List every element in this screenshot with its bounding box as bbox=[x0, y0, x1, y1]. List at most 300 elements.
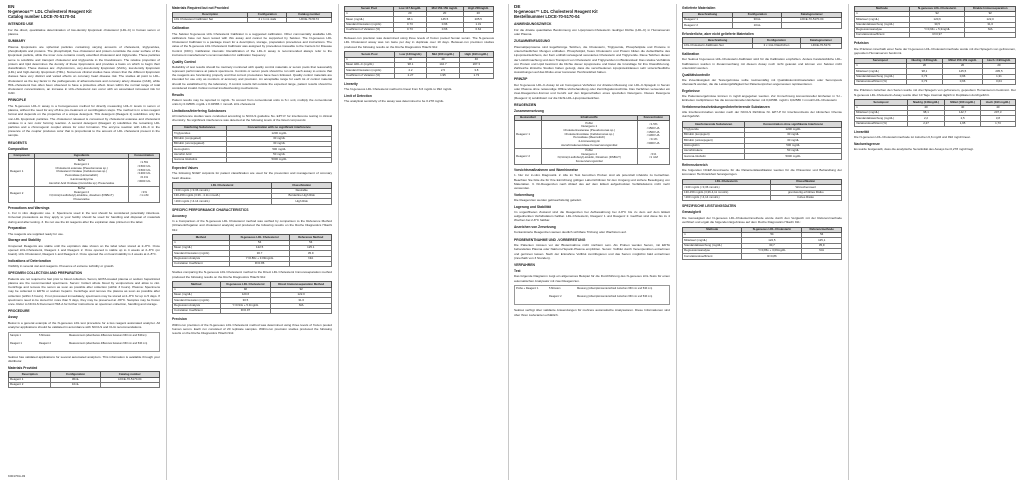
paragraph: Reliability of test results should be routinely monitored with quality control materials or serum pools that reasonably represent performance at patient specimens. Controls or serum pools should be run with each assay to ensure that the reagents are functioning properly and that correct procedures have been followed. Quality control materials are intended for use only as monitors of accuracy and precision. An acceptable range for each lot of control material should be established by the laboratory. If control results fall outside the expected range, patient results should be considered invalid. Follow normal troubleshooting mechanisms. bbox=[172, 64, 332, 90]
subsection-heading: Materials Required but not Provided bbox=[172, 6, 229, 10]
table-cell: Buffer Detergent 1 Cholesterol esterase (Pseudomonas sp.) Cholesterol Oxidase (Cellulomonas sp.) Peroxidase (Horseradish) 4-aminoantipyrine Ascorbic Acid Oxidase (Curcubita sp.) Preservative bbox=[35, 159, 129, 187]
paragraph: Die Zuverlässigkeit der Testergebnisse sollte routinemäßig mit Qualitätskontrollmaterialien oder Serumpools überwacht werden, die die Leistungsfähigkeit bei Patientenproben angemessen repräsentieren. bbox=[682, 77, 842, 87]
table-cell: 207,3 bbox=[980, 111, 1015, 116]
section-heading: PROBENENTNAHME UND -VORBEREITUNG bbox=[514, 237, 586, 242]
ldl-classification-table bbox=[682, 179, 842, 201]
table-cell: Correlation Coefficient bbox=[173, 309, 221, 314]
catalog-number: Catalog number LDCE-70-5170-04 bbox=[8, 14, 76, 20]
table-cell: 2,5 bbox=[945, 116, 981, 121]
diagram-sample-label: Probe + Reagenz 1 bbox=[516, 287, 539, 291]
table-cell: 1,95 bbox=[945, 121, 981, 126]
table-cell: 2 x 1 mL vials bbox=[248, 18, 287, 23]
subsection-heading: Referenzbereich bbox=[682, 162, 708, 167]
paragraph: Die Präzision zwischen den Serien wurde mit drei Spiegeln von gefrorenem, gepooltem Humanserum bestimmt. Der N-geneous LDL-Cholesterin-Assay wurde über 10 Tage zweimal täglich in Duplikaten durchgeführt. bbox=[854, 88, 1016, 97]
table-cell: Standardabweichung (mg/dL) bbox=[683, 243, 742, 248]
table-cell: 0.73 bbox=[394, 22, 426, 27]
table-header-cell: High (190 mg/dL) bbox=[459, 52, 493, 57]
table-header-cell: Konfiguration bbox=[753, 38, 800, 43]
table-cell: 205.5 bbox=[463, 17, 493, 22]
table-row bbox=[855, 33, 1016, 38]
table-cell: 120.6 bbox=[220, 293, 271, 298]
table-row bbox=[9, 186, 160, 202]
diagram-sample-label: Sample 1 bbox=[10, 333, 21, 337]
table-cell: 98.1 bbox=[394, 17, 426, 22]
table-header-cell: Classification bbox=[272, 183, 332, 188]
table-cell: 20 bbox=[426, 11, 463, 16]
table-header-cell: Concentration bbox=[128, 153, 159, 158]
assay-timing-diagram bbox=[514, 285, 670, 305]
diagram-reagent1-label: Reagent 1 bbox=[10, 341, 22, 345]
table-cell: High Risk bbox=[272, 199, 332, 204]
table-cell: 0,64 bbox=[982, 80, 1015, 85]
table-cell: Korrelationskoeffizient bbox=[855, 33, 910, 38]
table-header-cell: Konfiguration bbox=[733, 12, 782, 17]
paragraph: Der N-geneous LDL-C-Assay ist ein homogenes Verfahren zur direkten Messung von LDL-C-Spiegeln in Serum oder Plasma ohne notwendige Offline-Vorbehandlung oder Zentrifugationsschritte. Das Verfahren verwendet ein zwei-Reagenzien-Format und beruht auf den Eigenschaften eines speziellen Detergens. Dieses Detergens (Reagenz 1) solubilisiert nur die Nicht-LDL-Lipoproteinteilchen. bbox=[514, 83, 670, 100]
column-divider bbox=[676, 4, 677, 480]
section-heading: SPECIMEN COLLECTION AND PREPARATION bbox=[8, 271, 82, 276]
table-cell: Borderline High Risk bbox=[272, 194, 332, 199]
reagents-table bbox=[8, 153, 160, 203]
table-cell: 31,6 bbox=[965, 22, 1016, 27]
table-cell: n bbox=[173, 240, 230, 245]
table-cell bbox=[271, 309, 332, 314]
table-cell: Gamma-Globulin bbox=[683, 154, 745, 159]
paragraph: Die Patienten müssen vor der Blutentnahme nicht nüchtern sein. Als Proben werden Serum, mit EDTA behandeltes Plasma oder Natrium-Heparin-Plasma empfohlen. Serum: Vollblut durch Venenpunktion entnehmen und gerinnen lassen. Nach der Entnahme Vollblut zentrifugieren und das Serum möglichst bald entnehmen (innerhalb von 3 Stunden). bbox=[514, 243, 670, 260]
table-row bbox=[855, 121, 1016, 126]
table-header-cell: Reference Method bbox=[290, 235, 332, 240]
table-cell: 1200 mg/dL bbox=[227, 131, 332, 136]
table-header-cell: Serumpool bbox=[855, 100, 908, 105]
table-cell: Ascorbinsäure bbox=[683, 148, 745, 153]
subsection-heading: Vorbereitung bbox=[514, 192, 535, 197]
table-cell: 500 mg/dL bbox=[745, 143, 842, 148]
table-header-cell: Methode bbox=[683, 227, 742, 232]
table-row bbox=[9, 383, 160, 388]
table-cell: 0,66 bbox=[943, 80, 983, 85]
table-header-cell: Inhaltsstoffe bbox=[541, 115, 637, 120]
section-heading: PRINCIPLE bbox=[8, 98, 27, 103]
table-header-cell: Method bbox=[173, 235, 230, 240]
subsection-heading: Kalibration bbox=[682, 52, 700, 57]
within-run-precision-table bbox=[854, 58, 1016, 86]
table-cell: Correlation Coefficient bbox=[173, 262, 230, 267]
table-cell: Regressionsanalyse bbox=[683, 248, 742, 253]
accuracy-table bbox=[682, 227, 842, 260]
table-cell: 5000 mg/dL bbox=[745, 154, 842, 159]
table-cell: Mean (mg/dL) bbox=[345, 17, 394, 22]
interference-table bbox=[172, 125, 332, 163]
table-cell: Bilirubin (konjugiert) bbox=[683, 133, 745, 138]
table-cell: 30.5 bbox=[220, 298, 271, 303]
table-row bbox=[683, 154, 842, 159]
subsection-heading: Nachweisgrenze bbox=[854, 142, 880, 147]
table-cell: N/A bbox=[802, 248, 842, 253]
materials-table bbox=[8, 371, 160, 388]
subsection-heading: Accuracy bbox=[172, 213, 187, 218]
column-de-1 bbox=[514, 4, 670, 480]
table-cell: 92 bbox=[271, 287, 332, 292]
column-en-1 bbox=[8, 4, 160, 480]
assay-timing-diagram bbox=[8, 332, 160, 352]
section-heading: ZUSAMMENFASSUNG bbox=[514, 39, 550, 44]
section-heading: REAGENZIEN bbox=[514, 102, 537, 107]
paragraph: Between-run precision was determined using three levels of frozen pooled human serum. The N-geneous LDL Cholesterol assay was run twice per day in duplicate over 10 days. Between-run precision studies produced the following results on the Roche Diagnostics Hitachi 911: bbox=[344, 36, 494, 49]
paragraph: All interference studies were conducted according to NCCLS guideline No. EP7-P. for interference testing in clinical chemistry. No significant interference was detected at the following levels of the listed compounds: bbox=[172, 113, 332, 123]
table-cell: Mittelwert (mg/dL) bbox=[855, 17, 910, 22]
subsection-heading: Results bbox=[172, 92, 184, 97]
table-cell: 0,73 bbox=[906, 74, 943, 79]
table-cell: Y=0.94x + 5.3mg/dL bbox=[220, 303, 271, 308]
table-header-cell: Mid 150-159 mg/dL bbox=[426, 6, 463, 11]
accuracy-table bbox=[172, 234, 332, 267]
section-heading: ANWENDUNGSZWECK bbox=[514, 22, 552, 27]
table-cell: 40 bbox=[907, 105, 945, 110]
paragraph: The reagents are supplied ready for use. bbox=[8, 231, 64, 236]
table-cell: 1,31 bbox=[982, 74, 1015, 79]
table-cell: 205,5 bbox=[982, 69, 1015, 74]
paragraph: For the direct, quantitative determination of low-density lipoprotein cholesterol (LDL-C) in human serum or plasma. bbox=[8, 28, 160, 37]
subsection-heading: Erforderliche, aber nicht gelieferte Materialien bbox=[682, 31, 754, 36]
column-divider bbox=[338, 4, 339, 480]
diagram-measure-label: Measurement (absorbance difference between 660 nm and 546nm) bbox=[69, 333, 147, 337]
section-heading: REAGENTS bbox=[8, 140, 27, 145]
direct-comparison-table bbox=[854, 6, 1016, 39]
paragraph: Plasmalipoproteine sind kugelförmige Teilchen, die Cholesterin, Triglyceride, Phospholipide und Proteine in unterschiedlichen Mengen enthalten. Phospholipid, freies Cholesterin und Protein bilden die Außenfläche des Lipoproteinteilchens, der Kern enthält vorwiegend verestertes Cholesterin und Triglyceride. Diese Teilchen dienen der Löslichmachung und dem Transport von Cholesterin und Triglyceriden im Blutkreislauf. Das relative Verhältnis von Protein und Lipid bestimmt die Dichte dieser Lipoproteine und bietet die Grundlage für ihre Klassifizierung. Zahlreiche klinische Studien haben gezeigt, dass die verschiedenen Lipoproteinklassen sehr unterschiedliche Auswirkungen auf das Risiko einer koronaren Herzkrankheit haben. bbox=[514, 45, 670, 75]
table-cell: R=0,97 bbox=[909, 33, 964, 38]
table-cell: Standard Deviation (mg/dL) bbox=[173, 251, 230, 256]
table-cell: 2.5 bbox=[427, 68, 459, 73]
subsection-heading: Linearity bbox=[344, 82, 358, 87]
table-cell: Reagent 2 bbox=[9, 383, 51, 388]
table-cell: Standard Deviation (mg/dL) bbox=[345, 68, 395, 73]
table-cell: 122.0 bbox=[271, 293, 332, 298]
table-cell: 30 mg/dL bbox=[745, 133, 842, 138]
materials-required-table bbox=[172, 12, 332, 24]
table-row bbox=[855, 80, 1016, 85]
table-cell: 2.27 bbox=[394, 73, 426, 78]
paragraph: Das folgende Diagramm zeigt ein allgemeines Beispiel für die Durchführung des N-geneous LDL-Tests für einen automatischen Analysator mit zwei Reagenzien. bbox=[514, 274, 670, 283]
table-header-cell: LDL-Cholesterin bbox=[683, 179, 771, 184]
table-header-cell: Configuration bbox=[248, 12, 287, 17]
table-cell: Reagenz 1 bbox=[683, 18, 733, 23]
table-cell: 1200 mg/dL bbox=[745, 127, 842, 132]
subsection-heading: Quality Control bbox=[172, 59, 196, 64]
subsection-heading: Indications of Deterioration bbox=[8, 258, 51, 263]
table-cell: LDL Cholesterol Calibrator Set bbox=[173, 18, 248, 23]
section-heading: SPEZIFISCHE LEISTUNGSDATEN bbox=[682, 204, 737, 209]
table-cell bbox=[100, 383, 159, 388]
paragraph: Sekisui verfügt über validierte Anwendungen für mehrere automatische Analysatoren. Diese Informationen sind über Ihren Lieferanten erhältlich. bbox=[514, 308, 670, 317]
subsection-heading: Lagerung und Stabilität bbox=[514, 204, 551, 209]
table-header-cell: Catalog number bbox=[100, 372, 159, 377]
table-header-cell: Niedrig (140mg/dL) bbox=[907, 100, 945, 105]
table-cell: Korrelationskoeffizient bbox=[683, 254, 742, 259]
table-cell: 3.8 bbox=[459, 68, 493, 73]
table-cell: R=0.97 bbox=[220, 309, 271, 314]
table-cell: 130-159 mg/dL (3.36 - 4.11 mmol/L) bbox=[173, 194, 272, 199]
table-cell: Mean (mg/dL) bbox=[173, 246, 230, 251]
table-cell: Mean HDL-C (mg/dL) bbox=[345, 63, 395, 68]
table-cell: grenzwertig erhöhtes Risiko bbox=[770, 190, 841, 195]
table-row bbox=[683, 254, 842, 259]
interference-table bbox=[682, 121, 842, 159]
paragraph: Below is a general example of the N-geneous LDL test procedure for a two reagent automated analyzer. All analyzer applications should be validated in accordance with NCCLS and CLIA recommendations. bbox=[8, 320, 160, 329]
table-cell: >160 mg/dL (>4.14 mmol/L) bbox=[173, 199, 272, 204]
table-header-cell: Mid (160 mg/dL) bbox=[427, 52, 459, 57]
table-row bbox=[515, 148, 670, 164]
table-cell: n bbox=[855, 105, 908, 110]
table-cell: 2,27 bbox=[907, 121, 945, 126]
table-cell: N/A bbox=[965, 27, 1016, 32]
table-header-cell: Configuration bbox=[51, 372, 100, 377]
table-cell: 20 bbox=[463, 11, 493, 16]
table-header-cell: Katalognummer bbox=[782, 12, 842, 17]
subsection-heading: Calibration bbox=[172, 26, 190, 31]
table-cell: 10mL bbox=[51, 383, 100, 388]
table-header-cell: N-geneous LDL-Cholesterin bbox=[742, 227, 802, 232]
diagram-reagent2-label: Reagenz 2 bbox=[549, 295, 562, 299]
section-heading: SPECIFIC PERFORMANCE CHARACTERISTICS bbox=[172, 207, 249, 212]
table-cell: 30,7 bbox=[742, 243, 802, 248]
table-cell: 0.66 bbox=[426, 27, 463, 32]
materials-table bbox=[682, 12, 842, 29]
table-header-cell: Direct Immunoseparation Method bbox=[271, 282, 332, 287]
paragraph: Im ungeöffneten Zustand sind die Reagenzien bei Aufbewahrung bei 2-8°C bis zu dem auf dem Etikett aufgedruckten Verfallsdatum haltbar. LDL-Cholesterin, Reagenz 1 und Reagenz 2. Geöffnet sind diese bis zu 4 Wochen bei 2-8°C haltbar. bbox=[514, 209, 670, 223]
table-cell: Standardabweichung (mg/dL) bbox=[855, 22, 910, 27]
table-cell: 40 bbox=[427, 57, 459, 62]
table-cell: 1.31 bbox=[463, 22, 493, 27]
table-cell: LDCE-70-5170-04 bbox=[782, 18, 842, 23]
table-header-cell: Mittel 150-159 mg/dL bbox=[943, 58, 983, 63]
table-cell: 40 bbox=[945, 105, 981, 110]
table-cell: Coefficient of Variation (%) bbox=[345, 27, 394, 32]
table-header-cell: Klassifikation bbox=[770, 179, 841, 184]
table-cell bbox=[782, 23, 842, 28]
table-cell: LDCE-70-5170-04 bbox=[100, 377, 159, 382]
table-header-cell: Serum Pool bbox=[345, 6, 394, 11]
table-cell: 2 x 1mL Fläschchen bbox=[753, 43, 800, 48]
table-row bbox=[173, 199, 332, 204]
paragraph: In a Comparison of the N-geneous LDL Cholesterol method was verified by comparison to the Reference Method (Ultracentrifugation and cholesterol analysis) and produced the following results on the Roche Diagnostics Hitachi 911: bbox=[172, 219, 332, 232]
table-cell: Reagenz 2 bbox=[515, 148, 542, 164]
table-cell: 122.5 bbox=[229, 246, 290, 251]
table-cell: 30mL bbox=[51, 377, 100, 382]
table-cell: 40 bbox=[394, 57, 426, 62]
subsection-heading: Gelieferte Materialien bbox=[682, 6, 716, 10]
table-cell: Y=0,86x + 3,09mg/dL bbox=[742, 248, 802, 253]
column-divider bbox=[848, 4, 849, 480]
table-header-cell: Serumpool bbox=[855, 58, 907, 63]
table-cell: 98,1 bbox=[907, 111, 945, 116]
diagram-reagent2-label: Reagent 2 bbox=[39, 341, 51, 345]
table-header-cell: Hoch (190 mg/dL) bbox=[980, 100, 1015, 105]
table-header-cell: Beschreibung bbox=[683, 38, 753, 43]
table-row bbox=[173, 262, 332, 267]
diagram-time-label: 5 Minuten bbox=[549, 287, 561, 291]
table-cell: n bbox=[683, 233, 742, 238]
table-cell: 92 bbox=[965, 11, 1016, 16]
between-run-precision-table bbox=[344, 51, 494, 79]
language-label: DE bbox=[514, 4, 521, 9]
between-run-precision-table bbox=[854, 99, 1016, 127]
subsection-heading: Precision bbox=[172, 317, 187, 322]
paragraph: The following NCEP cutpoints for patient classification are used for the prevention and management of coronary heart disease. bbox=[172, 171, 332, 180]
table-cell: 1.73 bbox=[459, 73, 493, 78]
table-cell: 10mL bbox=[733, 23, 782, 28]
direct-comparison-table bbox=[172, 281, 332, 314]
language-label: EN bbox=[8, 4, 15, 9]
table-cell: LDCE-70-5174 bbox=[800, 43, 841, 48]
subsection-heading: Preparation bbox=[8, 226, 27, 231]
table-cell: <130 mg/dL (<3.36 mmol/L) bbox=[173, 188, 272, 193]
table-header-cell: Concentration with no significant interference bbox=[227, 125, 332, 130]
paragraph: Unopened Reagents are stable until the expiration date shown on the label when stored at 2–8°C. Once opened LDL-Cholesterol, Reagent 1 and Reagent 2. Once opened is stable up to 4 weeks at 2–8°C (on board). LDL Cholesterol, Reagent 1 and Reagent 2. Once opened the on board stability is 4 weeks at 2–8°C. bbox=[8, 243, 160, 256]
table-cell: hohes Risiko bbox=[770, 195, 841, 200]
table-cell: 35,9 bbox=[802, 243, 842, 248]
table-cell: Standard Deviation (mg/dL) bbox=[345, 22, 394, 27]
paragraph: Within-run precision of the N-geneous LDL Cholesterol method was determined using three levels of frozen pooled human serum. Each run consisted of 20 replicate samples. Within-run precision studies produced the following results on the Roche Diagnostics Hitachi 911: bbox=[172, 322, 332, 335]
table-cell: 20 bbox=[906, 64, 943, 69]
table-header-cell: N-geneous LDL-Cholesterin bbox=[909, 6, 964, 11]
subsection-heading: Expected Values bbox=[172, 166, 199, 171]
table-cell: 20 bbox=[394, 11, 426, 16]
table-cell: 142,7 bbox=[945, 111, 981, 116]
document-code: K0017DA-03 bbox=[8, 474, 26, 478]
table-header-cell: Methode bbox=[855, 6, 910, 11]
table-cell: 1.95 bbox=[427, 73, 459, 78]
table-row bbox=[173, 18, 332, 23]
table-cell: 145,5 bbox=[943, 69, 983, 74]
table-cell: 30 mg/dL bbox=[227, 136, 332, 141]
table-cell: 125,1 bbox=[802, 238, 842, 243]
table-header-cell: Hoch >190mg/dL bbox=[982, 58, 1015, 63]
table-cell: 40 bbox=[459, 57, 493, 62]
table-cell: Bilirubin (unconjugated) bbox=[173, 142, 227, 147]
table-cell: 98.1 bbox=[394, 63, 426, 68]
table-header-cell: Serum Pool bbox=[345, 52, 395, 57]
table-cell: Regression Analysis bbox=[173, 256, 230, 261]
table-cell: 30 mg/dL bbox=[745, 138, 842, 143]
table-cell: 125.1 bbox=[290, 246, 332, 251]
table-row bbox=[683, 43, 842, 48]
table-cell: Ascorbic Acid bbox=[173, 152, 227, 157]
table-cell: N/A bbox=[271, 303, 332, 308]
table-cell: <1.5% <1500 U/L <1500 U/L <1300 U/L <0.1% <3000 U/L bbox=[128, 159, 159, 187]
table-cell: 54 bbox=[229, 240, 290, 245]
table-cell: Coefficient of Variation (%) bbox=[345, 73, 395, 78]
table-cell: Mean (mg/dL) bbox=[173, 293, 221, 298]
table-cell: 0,96 bbox=[943, 74, 983, 79]
table-cell: 145.5 bbox=[426, 17, 463, 22]
table-cell: Hemoglobin bbox=[173, 147, 227, 152]
table-header-cell: Low (140mg/dL) bbox=[394, 52, 426, 57]
column-en-3 bbox=[344, 4, 494, 480]
table-cell: 120,6 bbox=[909, 17, 964, 22]
table-cell: 54 bbox=[290, 240, 332, 245]
paragraph: Kontaminierte Reagenzien weisen deutlich sichtbare Trübung oder Wachstum auf. bbox=[514, 230, 627, 235]
table-cell: 30,5 bbox=[909, 22, 964, 27]
paragraph: Patients are not required to fast prior to blood collection. Serum, EDTA-treated plasma or sodium heparinized plasma are the recommended specimens. Serum: Collect whole blood by venipuncture and allow to clot. Centrifuge and remove the serum as soon as possible after collection (within 3 hours). Plasma: Specimens may be collected in EDTA or sodium heparin. Centrifuge and remove the plasma as soon as possible after collection (within 3 hours). If not processed immediately, specimens may be stored at 2–8°C for up to 5 days. If specimens need to be stored for more than 5 days, they may be preserved at -80°C. Samples may be frozen once. Refer to NCCLS Document H18-A for further instructions on specimen collection, handling and storage. bbox=[8, 276, 160, 306]
paragraph: Die Präzision innerhalb einer Serie der N-geneous LDL-Cholesterinmethode wurde mit drei Spiegeln von gefrorenem, gepooltem Humanserum bestimmt. bbox=[854, 46, 1016, 55]
subsection-heading: Ergebnisse bbox=[682, 88, 700, 93]
table-cell: 0,73 bbox=[906, 80, 943, 85]
paragraph: Die N-geneous LDL-Cholesterinmethode ist zwischen 6,6 mg/dl und 992 mg/dl linear. bbox=[854, 135, 971, 140]
table-cell: LDL-Cholesterin-Kalibrator-Set bbox=[683, 43, 753, 48]
table-header-cell: Niedrig <130mg/dL bbox=[906, 58, 943, 63]
table-cell: Reagenz 2 bbox=[683, 23, 733, 28]
table-cell: Hämoglobin bbox=[683, 143, 745, 148]
table-cell: 98,1 bbox=[906, 69, 943, 74]
table-cell: 20 bbox=[943, 64, 983, 69]
table-row bbox=[345, 73, 494, 78]
table-header-cell: Catalog number bbox=[287, 12, 332, 17]
paragraph: 1. For in vitro diagnostic use. 2. Specimens used in the test should be considered potentially infectious. Universal precautions as they apply to your facility should be used for handling and disposal of materials during and after testing. 3. Do not use the kit reagents after the expiration date printed on the label. bbox=[8, 211, 160, 224]
reagents-table bbox=[514, 115, 670, 165]
table-cell: Puffer Detergens 2 N,N-bis(4-sulfobutyl)-toluidin, Dinatrium (DSBmT) Konservierungsmittel bbox=[541, 148, 637, 164]
table-cell: Triglycerides bbox=[173, 131, 227, 136]
table-cell: Gamma Globulins bbox=[173, 157, 227, 162]
materials-required-table bbox=[682, 37, 842, 49]
diagram-measure-label: Messung (Absorptionsunterschied zwischen 660 nm und 546 nm) bbox=[577, 287, 653, 291]
section-heading: PRINZIP bbox=[514, 77, 528, 82]
column-divider bbox=[508, 4, 509, 480]
table-cell: n bbox=[855, 11, 910, 16]
paragraph: Visibility in several vial and reagents. Presence of extreme turbidity or growth. bbox=[8, 263, 115, 268]
subsection-heading: Materials Provided bbox=[8, 365, 38, 370]
table-row bbox=[345, 27, 494, 32]
table-cell: 142.7 bbox=[427, 63, 459, 68]
column-de-3 bbox=[854, 4, 1016, 480]
table-cell: Regressionsanalyse bbox=[855, 27, 910, 32]
table-header-cell: Beschreibung bbox=[683, 12, 733, 17]
subsection-heading: Test bbox=[514, 269, 521, 274]
table-cell: 35.9 bbox=[290, 251, 332, 256]
table-header-cell: Interferierende Substanzen bbox=[683, 122, 745, 127]
table-cell: Bilirubin (unkonjugiert) bbox=[683, 138, 745, 143]
table-cell: <1.5% <1500 U/L <1500 U/L <1300 U/L <0.1% <3000 U/L bbox=[637, 121, 669, 149]
table-cell: 2.2 bbox=[394, 68, 426, 73]
table-cell: 92 bbox=[220, 287, 271, 292]
table-header-cell: N-geneous LDL Cholesterol bbox=[229, 235, 290, 240]
table-cell: 50 mg/dL bbox=[227, 152, 332, 157]
table-row bbox=[515, 121, 670, 149]
table-cell: n bbox=[173, 287, 221, 292]
subsection-heading: Präzision bbox=[854, 41, 869, 46]
table-cell: 30 mg/dL bbox=[227, 142, 332, 147]
subsection-heading: Composition bbox=[8, 146, 29, 151]
table-header-cell: Mittel (160 mg/dL) bbox=[945, 100, 981, 105]
table-header-cell: Description bbox=[173, 12, 248, 17]
table-cell: n bbox=[345, 57, 395, 62]
product-title: N-geneous™ LDL Cholesterol Reagent Kit bbox=[8, 9, 92, 15]
table-cell: 207.3 bbox=[459, 63, 493, 68]
table-cell: Variationskoeffizient (%) bbox=[855, 80, 907, 85]
table-cell bbox=[802, 254, 842, 259]
table-cell: Standard Deviation (mg/dL) bbox=[173, 298, 221, 303]
table-cell: 92 bbox=[909, 11, 964, 16]
diagram-measure-label: Measurement (absorbance difference between 660 nm and 546 nm) bbox=[69, 341, 148, 345]
table-header-cell: N-geneous LDL Cholesterol bbox=[220, 282, 271, 287]
table-cell: R=0,86 bbox=[742, 254, 802, 259]
paragraph: Alle Interferenzstudien wurden nach der NCCLS Richtlinie Nr. EP7-P für Interferenztests der klinischen Chemie durchgeführt. bbox=[682, 110, 842, 119]
table-cell: 54 bbox=[802, 233, 842, 238]
table-cell: Reagenz 1 bbox=[515, 121, 542, 149]
table-cell: Bilirubin (conjugated) bbox=[173, 136, 227, 141]
paragraph: 1. Nur zur in-vitro Diagnostik. 2. Alle im Test benutzten Proben sind als potenziell infektiös zu betrachten. Beachten Sie bitte die für Ihre Einrichtung gültigen Laborrichtlinien für den Umgang und sichere Beseitigung von Materialien. 3. Kit-Reagenzien nach Ablauf des auf dem Etikett aufgedruckten Verfallsdatums nicht mehr verwenden. bbox=[514, 173, 670, 190]
table-cell: Mittelwert (mg/dL) bbox=[855, 111, 908, 116]
paragraph: Es wurde festgestellt, dass die analytische Sensitivität des Assays bei 0,278 mg/dl liegt. bbox=[854, 147, 974, 152]
table-cell: 40 bbox=[980, 105, 1015, 110]
